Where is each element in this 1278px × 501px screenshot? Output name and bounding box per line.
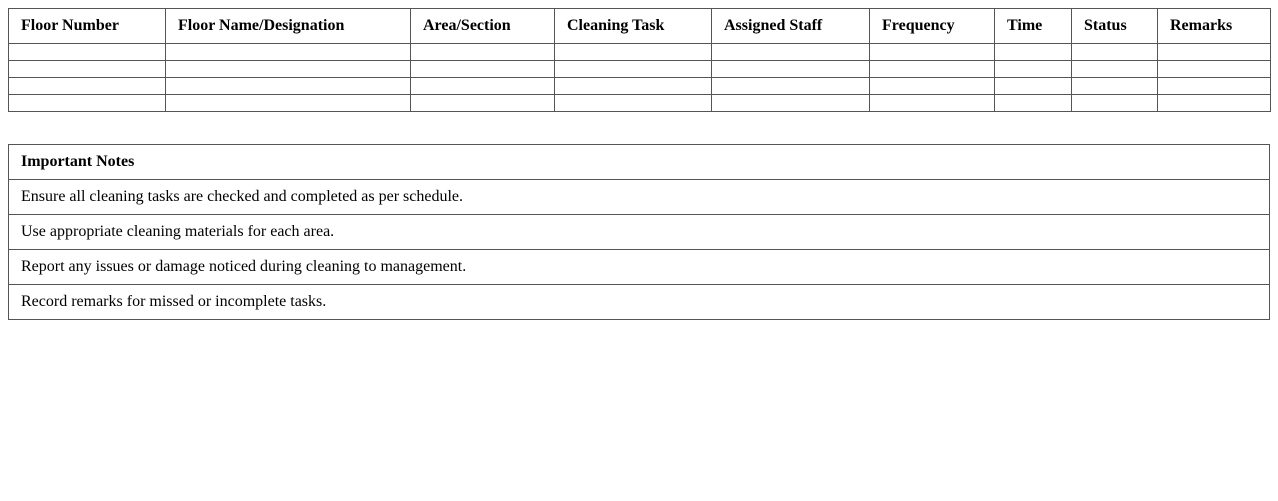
table-cell bbox=[712, 95, 870, 112]
list-item bbox=[9, 285, 1270, 320]
table-cell bbox=[411, 61, 555, 78]
cleaning-schedule-table bbox=[8, 8, 1271, 112]
note-text: Report any issues or damage noticed during cleaning to management. bbox=[9, 250, 1270, 285]
table-cell bbox=[1158, 95, 1271, 112]
table-cell bbox=[995, 61, 1072, 78]
table-row bbox=[9, 78, 1271, 95]
column-header-floor-number: Floor Number bbox=[9, 9, 166, 44]
column-header-remarks: Remarks bbox=[1158, 9, 1271, 44]
table-cell bbox=[712, 44, 870, 61]
list-item bbox=[9, 250, 1270, 285]
table-cell bbox=[1072, 61, 1158, 78]
table-header-row bbox=[9, 9, 1271, 44]
table-row bbox=[9, 44, 1271, 61]
note-text: Use appropriate cleaning materials for each area. bbox=[9, 215, 1270, 250]
table-cell bbox=[1072, 95, 1158, 112]
table-cell bbox=[1158, 44, 1271, 61]
table-cell bbox=[166, 61, 411, 78]
column-header-assigned-staff: Assigned Staff bbox=[712, 9, 870, 44]
column-header-status: Status bbox=[1072, 9, 1158, 44]
table-cell bbox=[411, 78, 555, 95]
table-cell bbox=[870, 78, 995, 95]
table-cell bbox=[870, 61, 995, 78]
table-cell bbox=[9, 78, 166, 95]
column-header-floor-name: Floor Name/Designation bbox=[166, 9, 411, 44]
table-cell bbox=[166, 44, 411, 61]
table-cell bbox=[166, 78, 411, 95]
column-header-frequency: Frequency bbox=[870, 9, 995, 44]
note-text: Ensure all cleaning tasks are checked and completed as per schedule. bbox=[9, 180, 1270, 215]
table-cell bbox=[995, 78, 1072, 95]
column-header-time: Time bbox=[995, 9, 1072, 44]
table-cell bbox=[1158, 78, 1271, 95]
table-cell bbox=[1072, 44, 1158, 61]
important-notes-table bbox=[8, 144, 1270, 320]
table-cell bbox=[555, 61, 712, 78]
table-cell bbox=[9, 44, 166, 61]
table-cell bbox=[870, 95, 995, 112]
table-cell bbox=[712, 78, 870, 95]
table-cell bbox=[555, 44, 712, 61]
table-cell bbox=[995, 44, 1072, 61]
table-cell bbox=[9, 95, 166, 112]
list-item bbox=[9, 180, 1270, 215]
table-cell bbox=[712, 61, 870, 78]
table-cell bbox=[166, 95, 411, 112]
table-cell bbox=[1158, 61, 1271, 78]
table-cell bbox=[1072, 78, 1158, 95]
table-cell bbox=[870, 44, 995, 61]
table-cell bbox=[555, 78, 712, 95]
list-item bbox=[9, 215, 1270, 250]
table-cell bbox=[9, 61, 166, 78]
table-cell bbox=[411, 44, 555, 61]
table-row bbox=[9, 95, 1271, 112]
table-row bbox=[9, 61, 1271, 78]
notes-title: Important Notes bbox=[9, 145, 1270, 180]
note-text: Record remarks for missed or incomplete tasks. bbox=[9, 285, 1270, 320]
column-header-cleaning-task: Cleaning Task bbox=[555, 9, 712, 44]
table-cell bbox=[555, 95, 712, 112]
column-header-area-section: Area/Section bbox=[411, 9, 555, 44]
table-cell bbox=[995, 95, 1072, 112]
table-cell bbox=[411, 95, 555, 112]
notes-header-row bbox=[9, 145, 1270, 180]
